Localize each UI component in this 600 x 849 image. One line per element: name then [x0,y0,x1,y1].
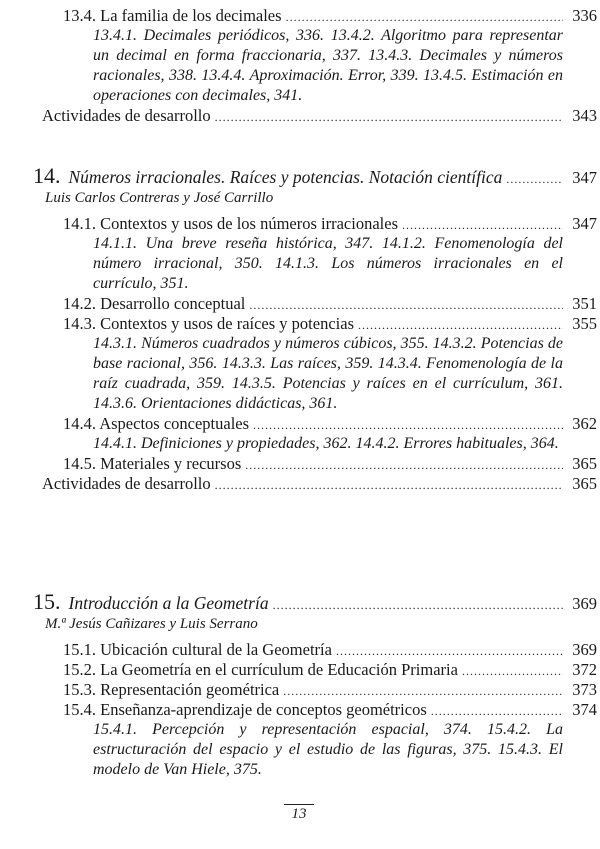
chapter-15 [0,590,600,780]
dot-leader [249,295,563,315]
toc-entry-14-2[interactable]: 14.2. Desarrollo conceptual ..... 351 [0,294,600,314]
dot-leader [283,681,563,701]
toc-entry-15-2[interactable]: 15.2. La Geometría en el currículum de Educación Primaria ..... 372 [0,660,600,680]
toc-entry-15-3[interactable]: 15.3. Representación geométrica ..... 373 [0,680,600,700]
toc-entry-activities-13[interactable]: Actividades de desarrollo ..... 343 [0,106,600,126]
toc-subentries-14-4: 14.4.1. Definiciones y propiedades, 362. 14.4.2. Errores habituales, 364. [93,435,559,452]
toc-entry-14-4[interactable]: 14.4. Aspectos conceptuales ..... 362 [0,414,600,434]
toc-subentries-14-1: 14.1.1. Una breve reseña histórica, 347. 14.1.2. Fenomenología del número irracional, 350. 14.1.3. Los números irracionales en el currículo, 351. [93,235,563,292]
chapter-14-authors: Luis Carlos Contreras y José Carrillo [45,190,274,206]
toc-entry-15-1[interactable]: 15.1. Ubicación cultural de la Geometría ..... 369 [0,640,600,660]
section-13-tail [0,6,600,126]
dot-leader [215,475,563,495]
dot-leader [253,415,563,435]
chapter-15-heading[interactable]: 15. Introducción a la Geometría ..... 369 [0,590,600,614]
dot-leader [431,701,563,721]
toc-entry-15-4[interactable]: 15.4. Enseñanza-aprendizaje de conceptos geométricos ..... 374 [0,700,600,720]
toc-entry-activities-14[interactable]: Actividades de desarrollo ..... 365 [0,474,600,494]
dot-leader [402,215,563,235]
toc-subentries-13-4: 13.4.1. Decimales periódicos, 336. 13.4.2. Algoritmo para representar un decimal en forma fraccionaria, 337. 13.4.3. Decimales y números racionales, 338. 13.4.4. Aproximación. Error, 339. 13.4.5. Estimación en operaciones con decimales, 341. [93,27,563,104]
dot-leader [273,593,563,617]
toc-entry-13-4[interactable]: 13.4. La familia de los decimales ..... 336 [0,6,600,26]
dot-leader [336,641,563,661]
dot-leader [245,455,563,475]
chapter-14 [0,164,600,494]
page-number: 13 [284,804,314,823]
dot-leader [506,167,563,191]
toc-entry-14-5[interactable]: 14.5. Materiales y recursos ..... 365 [0,454,600,474]
dot-leader [215,107,563,127]
toc-entry-14-3[interactable]: 14.3. Contextos y usos de raíces y potencias ..... 355 [0,314,600,334]
toc-entry-14-1[interactable]: 14.1. Contextos y usos de los números irracionales ..... 347 [0,214,600,234]
toc-subentries-14-3: 14.3.1. Números cuadrados y números cúbicos, 355. 14.3.2. Potencias de base racional, 356. 14.3.3. Las raíces, 359. 14.3.4. Fenomenología de la raíz cuadrada, 359. 14.3.5. Potencias y raíces en el currículum, 361. 14.3.6. Orientaciones didácticas, 361. [93,335,563,412]
dot-leader [286,7,563,27]
dot-leader [462,661,563,681]
toc-subentries-15-4: 15.4.1. Percepción y representación espacial, 374. 15.4.2. La estructuración del espacio y el estudio de las figuras, 375. 15.4.3. El modelo de Van Hiele, 375. [93,721,563,778]
dot-leader [358,315,563,335]
chapter-15-authors: M.ª Jesús Cañizares y Luis Serrano [45,616,258,632]
chapter-14-heading[interactable]: 14. Números irracionales. Raíces y potencias. Notación científica ..... 347 [0,164,600,188]
